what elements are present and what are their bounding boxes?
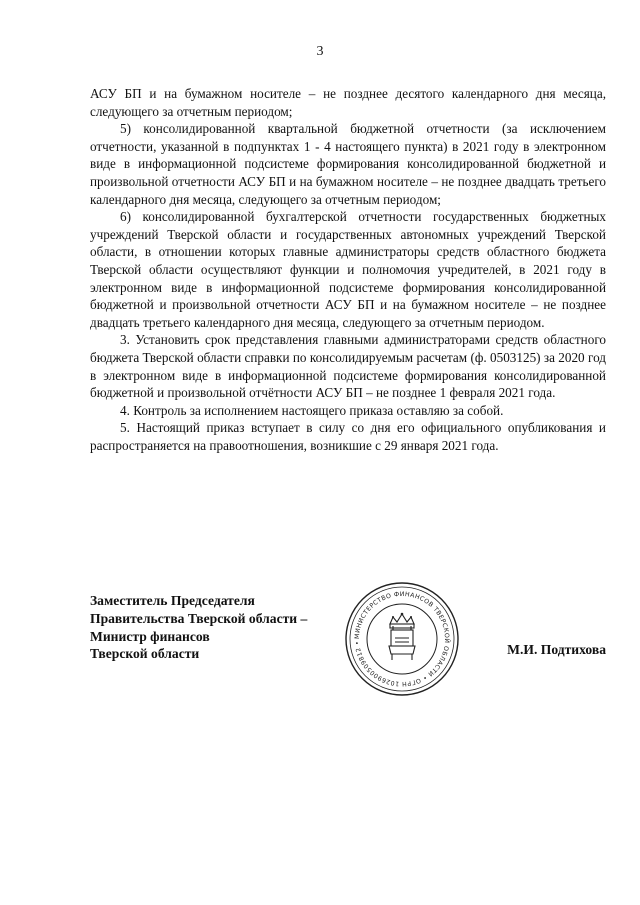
paragraph-continuation: АСУ БП и на бумажном носителе – не позднее десятого календарного дня месяца, следующего за отчетным периодом; [90, 86, 606, 119]
paragraph-point-4: 4. Контроль за исполнением настоящего приказа оставляю за собой. [120, 402, 504, 418]
signatory-position-line: Заместитель Председателя [90, 593, 255, 608]
seal-icon [343, 580, 461, 698]
signatory-position-line: Тверской области [90, 646, 200, 662]
paragraph-point-3: 3. Установить срок представления главными администраторами средств областного бюджета Тверской области справки по консолидируемым расчетам (ф. 0503125) за 2020 год в электронном виде в информационной подсистеме формирования консолидированной бюджетной и произвольной отчётности АСУ БП – не позднее 1 февраля 2021 года. [90, 332, 606, 401]
signatory-position-line: Правительства Тверской области – [90, 610, 308, 626]
paragraph-item-5: 5) консолидированной квартальной бюджетной отчетности (за исключением отчетности, указанной в подпунктах 1 - 4 настоящего пункта) в 2021 году в электронном виде в информационной подсистеме формирования консолидированной бюджетной и произвольной отчетности АСУ БП и на бумажном носителе – не позднее двадцать третьего календарного дня месяца, следующего за отчетным периодом; [90, 121, 606, 207]
official-seal [343, 580, 461, 698]
signatory-position-line: Министр финансов [90, 628, 210, 644]
svg-text:МИНИСТЕРСТВО ФИНАНСОВ ТВЕРСКОЙ: МИНИСТЕРСТВО ФИНАНСОВ ТВЕРСКОЙ ОБЛАСТИ • ОГРН 1026900509812 • [353, 590, 451, 688]
paragraph-item-6: 6) консолидированной бухгалтерской отчетности государственных бюджетных учреждений Тверской области и государственных автономных учреждений Тверской области, в отношении которых главные администраторы средств областного бюджета Тверской области осуществляют функции и полномочия учредителей, в 2021 году в электронном виде в информационной подсистеме формирования консолидированной бюджетной и произвольной отчетности АСУ БП и на бумажном носителе – не позднее двадцать третьего календарного дня месяца, следующего за отчетным периодом. [90, 209, 606, 330]
signatory-name: М.И. Подтихова [507, 642, 606, 657]
document-body [90, 85, 606, 454]
signatory-position [90, 592, 307, 663]
paragraph-point-5: 5. Настоящий приказ вступает в силу со дня его официального опубликования и распространяется на правоотношения, возникшие с 29 января 2021 года. [90, 420, 606, 453]
page-number: 3 [316, 44, 324, 59]
